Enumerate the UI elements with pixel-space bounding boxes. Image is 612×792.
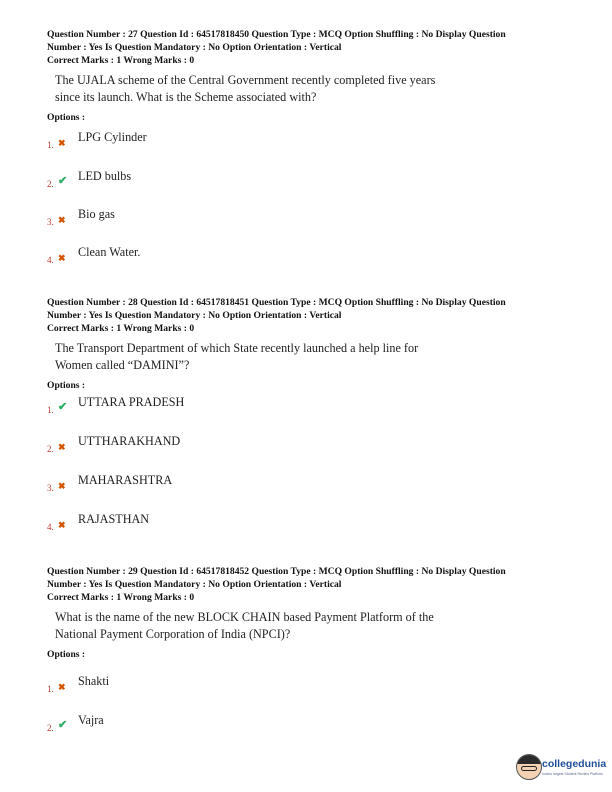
option-text: RAJASTHAN: [78, 512, 150, 526]
marks-line: Correct Marks : 1 Wrong Marks : 0: [47, 591, 195, 603]
meta-line-1: Question Number : 29 Question Id : 64517818452 Question Type : MCQ Option Shuffling : No Display Question: [47, 566, 506, 577]
options-label: Options :: [47, 380, 86, 392]
option-number: 1.: [47, 140, 54, 150]
question-text-line-2: Women called “DAMINI”?: [55, 358, 190, 373]
option-text: UTTARA PRADESH: [78, 395, 185, 409]
check-icon: ✔: [58, 175, 68, 187]
cross-icon: ✖: [58, 215, 66, 225]
option-number: 2.: [47, 444, 54, 454]
collegedunia-logo: [512, 752, 612, 786]
question-meta: [47, 297, 567, 335]
option-number: 2.: [47, 179, 54, 189]
option-text: Bio gas: [78, 207, 115, 221]
question-text: [55, 72, 485, 106]
option-2: [0, 169, 560, 193]
cross-icon: ✖: [58, 481, 66, 491]
check-icon: ✔: [58, 719, 68, 731]
question-text: [55, 609, 485, 643]
option-number: 3.: [47, 483, 54, 493]
option-3: [0, 473, 560, 497]
option-number: 4.: [47, 255, 54, 265]
logo-brand: collegedunia: [542, 758, 607, 770]
option-text: Shakti: [78, 674, 110, 688]
option-3: [0, 207, 560, 231]
cross-icon: ✖: [58, 442, 66, 452]
question-text-line-2: National Payment Corporation of India (NPCI)?: [55, 627, 291, 642]
question-29: [0, 566, 612, 733]
option-1: [0, 395, 560, 419]
cross-icon: ✖: [58, 682, 66, 692]
mascot-icon: [516, 754, 542, 780]
meta-line-2: Number : Yes Is Question Mandatory : No Option Orientation : Vertical: [47, 41, 342, 53]
question-text-line-1: What is the name of the new BLOCK CHAIN based Payment Platform of the: [55, 610, 434, 625]
meta-line-1: Question Number : 27 Question Id : 64517818450 Question Type : MCQ Option Shuffling : No Display Question: [47, 29, 506, 40]
option-text: Clean Water.: [78, 245, 141, 259]
option-number: 4.: [47, 522, 54, 532]
option-text: MAHARASHTRA: [78, 473, 173, 487]
cross-icon: ✖: [58, 138, 66, 148]
question-text-line-2: since its launch. What is the Scheme associated with?: [55, 90, 317, 105]
option-number: 3.: [47, 217, 54, 227]
meta-line-2: Number : Yes Is Question Mandatory : No Option Orientation : Vertical: [47, 578, 342, 590]
option-4: [0, 512, 560, 536]
question-27: [0, 29, 612, 265]
question-text: [55, 340, 485, 374]
option-1: [0, 674, 560, 698]
question-text-line-1: The UJALA scheme of the Central Government recently completed five years: [55, 73, 436, 88]
question-meta: [47, 566, 567, 604]
question-meta: [47, 29, 567, 67]
options-label: Options :: [47, 649, 86, 661]
meta-line-1: Question Number : 28 Question Id : 64517818451 Question Type : MCQ Option Shuffling : No Display Question: [47, 297, 506, 308]
option-number: 1.: [47, 684, 54, 694]
option-2: [0, 713, 560, 737]
cross-icon: ✖: [58, 520, 66, 530]
options-label: Options :: [47, 112, 86, 124]
option-text: LPG Cylinder: [78, 130, 147, 144]
logo-tagline: India's largest Student Review Platform: [542, 772, 603, 776]
option-2: [0, 434, 560, 458]
option-text: UTTHARAKHAND: [78, 434, 181, 448]
cross-icon: ✖: [58, 253, 66, 263]
check-icon: ✔: [58, 401, 68, 413]
marks-line: Correct Marks : 1 Wrong Marks : 0: [47, 322, 195, 334]
marks-line: Correct Marks : 1 Wrong Marks : 0: [47, 54, 195, 66]
question-28: [0, 297, 612, 532]
option-1: [0, 130, 560, 154]
question-text-line-1: The Transport Department of which State recently launched a help line for: [55, 341, 419, 356]
option-number: 2.: [47, 723, 54, 733]
option-number: 1.: [47, 405, 54, 415]
option-4: [0, 245, 560, 269]
option-text: LED bulbs: [78, 169, 132, 183]
meta-line-2: Number : Yes Is Question Mandatory : No Option Orientation : Vertical: [47, 309, 342, 321]
option-text: Vajra: [78, 713, 104, 727]
